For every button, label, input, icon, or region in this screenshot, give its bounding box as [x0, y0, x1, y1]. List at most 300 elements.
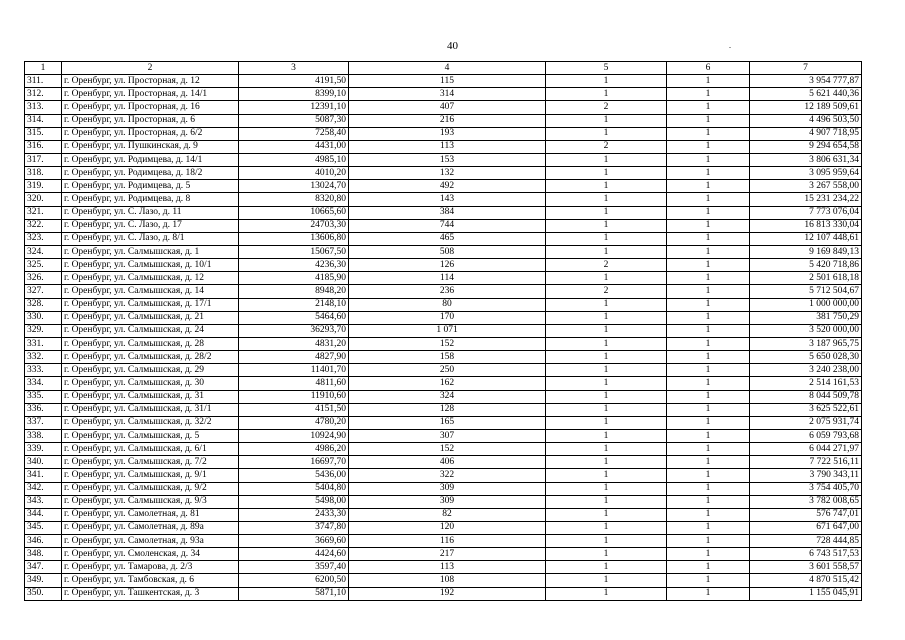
table-row: [25, 206, 862, 219]
col5-cell: 1: [546, 272, 667, 285]
table-row: [25, 561, 862, 574]
col6-cell: 1: [667, 456, 750, 469]
amount-cell: 576 747,01: [750, 508, 862, 521]
area-cell: 7258,40: [239, 127, 349, 140]
area-cell: 4811,60: [239, 377, 349, 390]
residents-cell: 126: [349, 259, 546, 272]
residents-cell: 152: [349, 337, 546, 350]
address-cell: г. Оренбург, ул. Тамарова, д. 2/3: [62, 561, 239, 574]
amount-cell: 728 444,85: [750, 535, 862, 548]
address-cell: г. Оренбург, ул. Просторная, д. 16: [62, 101, 239, 114]
col6-cell: 1: [667, 114, 750, 127]
amount-cell: 7 773 076,04: [750, 206, 862, 219]
area-cell: 5464,60: [239, 311, 349, 324]
col6-cell: 1: [667, 245, 750, 258]
row-number: 335.: [25, 390, 62, 403]
row-number: 319.: [25, 180, 62, 193]
address-cell: г. Оренбург, ул. Салмышская, д. 6/1: [62, 443, 239, 456]
amount-cell: 6 743 517,53: [750, 548, 862, 561]
col5-cell: 1: [546, 456, 667, 469]
row-number: 312.: [25, 88, 62, 101]
residents-cell: 216: [349, 114, 546, 127]
col6-cell: 1: [667, 75, 750, 88]
col6-cell: 1: [667, 469, 750, 482]
row-number: 326.: [25, 272, 62, 285]
amount-cell: 5 650 028,30: [750, 351, 862, 364]
table-row: [25, 337, 862, 350]
header-row: [25, 62, 862, 75]
table-row: [25, 351, 862, 364]
address-cell: г. Оренбург, ул. Родимцева, д. 18/2: [62, 167, 239, 180]
col5-cell: 1: [546, 443, 667, 456]
amount-cell: 16 813 330,04: [750, 219, 862, 232]
col5-cell: 1: [546, 390, 667, 403]
residents-cell: 236: [349, 285, 546, 298]
table-row: [25, 495, 862, 508]
address-cell: г. Оренбург, ул. Салмышская, д. 9/2: [62, 482, 239, 495]
amount-cell: 4 870 515,42: [750, 574, 862, 587]
table-row: [25, 521, 862, 534]
amount-cell: 3 754 405,70: [750, 482, 862, 495]
amount-cell: 5 712 504,67: [750, 285, 862, 298]
address-cell: г. Оренбург, ул. Ташкентская, д. 3: [62, 587, 239, 600]
col5-cell: 1: [546, 127, 667, 140]
area-cell: 11910,60: [239, 390, 349, 403]
col6-cell: 1: [667, 153, 750, 166]
row-number: 316.: [25, 140, 62, 153]
row-number: 349.: [25, 574, 62, 587]
row-number: 327.: [25, 285, 62, 298]
row-number: 339.: [25, 443, 62, 456]
col5-cell: 1: [546, 193, 667, 206]
residents-cell: 384: [349, 206, 546, 219]
area-cell: 13606,80: [239, 232, 349, 245]
col5-cell: 1: [546, 429, 667, 442]
col5-cell: 1: [546, 469, 667, 482]
area-cell: 4831,20: [239, 337, 349, 350]
col6-cell: 1: [667, 101, 750, 114]
col5-cell: 1: [546, 206, 667, 219]
table-row: [25, 364, 862, 377]
row-number: 333.: [25, 364, 62, 377]
col5-cell: 1: [546, 167, 667, 180]
residents-cell: 250: [349, 364, 546, 377]
residents-cell: 314: [349, 88, 546, 101]
area-cell: 6200,50: [239, 574, 349, 587]
residents-cell: 324: [349, 390, 546, 403]
amount-cell: 2 514 161,53: [750, 377, 862, 390]
area-cell: 15067,50: [239, 245, 349, 258]
amount-cell: 3 095 959,64: [750, 167, 862, 180]
table-row: [25, 127, 862, 140]
table-row: [25, 456, 862, 469]
address-cell: г. Оренбург, ул. Салмышская, д. 31/1: [62, 403, 239, 416]
amount-cell: 9 169 849,13: [750, 245, 862, 258]
row-number: 334.: [25, 377, 62, 390]
col6-cell: 1: [667, 443, 750, 456]
row-number: 347.: [25, 561, 62, 574]
corner-mark: .: [729, 41, 731, 50]
address-cell: г. Оренбург, ул. Смоленская, д. 34: [62, 548, 239, 561]
address-cell: г. Оренбург, ул. Родимцева, д. 8: [62, 193, 239, 206]
address-cell: г. Оренбург, ул. С. Лазо, д. 17: [62, 219, 239, 232]
address-cell: г. Оренбург, ул. Салмышская, д. 12: [62, 272, 239, 285]
table-row: [25, 469, 862, 482]
residents-cell: 165: [349, 416, 546, 429]
col5-cell: 1: [546, 311, 667, 324]
col5-cell: 1: [546, 232, 667, 245]
area-cell: 4780,20: [239, 416, 349, 429]
col5-cell: 1: [546, 351, 667, 364]
table-row: [25, 587, 862, 600]
address-cell: г. Оренбург, ул. Просторная, д. 14/1: [62, 88, 239, 101]
col6-cell: 1: [667, 508, 750, 521]
address-cell: г. Оренбург, ул. Самолетная, д. 81: [62, 508, 239, 521]
amount-cell: 12 107 448,61: [750, 232, 862, 245]
amount-cell: 2 501 618,18: [750, 272, 862, 285]
amount-cell: 1 000 000,00: [750, 298, 862, 311]
column-header: 3: [239, 62, 349, 75]
address-cell: г. Оренбург, ул. Салмышская, д. 28/2: [62, 351, 239, 364]
amount-cell: 2 075 931,74: [750, 416, 862, 429]
area-cell: 24703,30: [239, 219, 349, 232]
col5-cell: 1: [546, 153, 667, 166]
row-number: 324.: [25, 245, 62, 258]
area-cell: 4985,10: [239, 153, 349, 166]
row-number: 337.: [25, 416, 62, 429]
area-cell: 8399,10: [239, 88, 349, 101]
amount-cell: 3 782 008,65: [750, 495, 862, 508]
register-table: [24, 61, 862, 601]
residents-cell: 82: [349, 508, 546, 521]
table-row: [25, 140, 862, 153]
area-cell: 5404,80: [239, 482, 349, 495]
area-cell: 4431,00: [239, 140, 349, 153]
col6-cell: 1: [667, 377, 750, 390]
col6-cell: 1: [667, 219, 750, 232]
col5-cell: 1: [546, 587, 667, 600]
area-cell: 4151,50: [239, 403, 349, 416]
col6-cell: 1: [667, 180, 750, 193]
row-number: 320.: [25, 193, 62, 206]
residents-cell: 744: [349, 219, 546, 232]
col6-cell: 1: [667, 337, 750, 350]
row-number: 322.: [25, 219, 62, 232]
amount-cell: 5 621 440,36: [750, 88, 862, 101]
col6-cell: 1: [667, 561, 750, 574]
residents-cell: 152: [349, 443, 546, 456]
col6-cell: 1: [667, 285, 750, 298]
row-number: 346.: [25, 535, 62, 548]
col6-cell: 1: [667, 324, 750, 337]
address-cell: г. Оренбург, ул. Просторная, д. 12: [62, 75, 239, 88]
row-number: 338.: [25, 429, 62, 442]
col5-cell: 2: [546, 101, 667, 114]
col6-cell: 1: [667, 259, 750, 272]
col5-cell: 1: [546, 377, 667, 390]
residents-cell: 115: [349, 75, 546, 88]
amount-cell: 3 267 558,00: [750, 180, 862, 193]
col6-cell: 1: [667, 88, 750, 101]
area-cell: 4010,20: [239, 167, 349, 180]
address-cell: г. Оренбург, ул. Салмышская, д. 31: [62, 390, 239, 403]
table-row: [25, 193, 862, 206]
table-row: [25, 259, 862, 272]
area-cell: 12391,10: [239, 101, 349, 114]
residents-cell: 108: [349, 574, 546, 587]
column-header: 2: [62, 62, 239, 75]
row-number: 331.: [25, 337, 62, 350]
table-row: [25, 153, 862, 166]
table-row: [25, 167, 862, 180]
address-cell: г. Оренбург, ул. Салмышская, д. 10/1: [62, 259, 239, 272]
address-cell: г. Оренбург, ул. Самолетная, д. 89а: [62, 521, 239, 534]
col6-cell: 1: [667, 351, 750, 364]
col6-cell: 1: [667, 429, 750, 442]
row-number: 343.: [25, 495, 62, 508]
table-row: [25, 482, 862, 495]
address-cell: г. Оренбург, ул. Салмышская, д. 5: [62, 429, 239, 442]
residents-cell: 113: [349, 140, 546, 153]
table-row: [25, 574, 862, 587]
col6-cell: 1: [667, 403, 750, 416]
area-cell: 2148,10: [239, 298, 349, 311]
table-row: [25, 403, 862, 416]
area-cell: 11401,70: [239, 364, 349, 377]
amount-cell: 7 722 516,11: [750, 456, 862, 469]
row-number: 345.: [25, 521, 62, 534]
area-cell: 8320,80: [239, 193, 349, 206]
col5-cell: 1: [546, 416, 667, 429]
area-cell: 8948,20: [239, 285, 349, 298]
residents-cell: 128: [349, 403, 546, 416]
area-cell: 10665,60: [239, 206, 349, 219]
area-cell: 36293,70: [239, 324, 349, 337]
row-number: 321.: [25, 206, 62, 219]
row-number: 325.: [25, 259, 62, 272]
residents-cell: 116: [349, 535, 546, 548]
col6-cell: 1: [667, 298, 750, 311]
row-number: 340.: [25, 456, 62, 469]
address-cell: г. Оренбург, ул. Салмышская, д. 14: [62, 285, 239, 298]
col5-cell: 1: [546, 495, 667, 508]
row-number: 329.: [25, 324, 62, 337]
table-row: [25, 245, 862, 258]
residents-cell: 193: [349, 127, 546, 140]
column-header: 1: [25, 62, 62, 75]
area-cell: 5087,30: [239, 114, 349, 127]
table-row: [25, 272, 862, 285]
table-row: [25, 88, 862, 101]
residents-cell: 508: [349, 245, 546, 258]
amount-cell: 3 625 522,61: [750, 403, 862, 416]
col5-cell: 1: [546, 548, 667, 561]
address-cell: г. Оренбург, ул. С. Лазо, д. 11: [62, 206, 239, 219]
table-row: [25, 443, 862, 456]
address-cell: г. Оренбург, ул. Салмышская, д. 28: [62, 337, 239, 350]
row-number: 311.: [25, 75, 62, 88]
col5-cell: 2: [546, 259, 667, 272]
row-number: 344.: [25, 508, 62, 521]
col6-cell: 1: [667, 521, 750, 534]
residents-cell: 406: [349, 456, 546, 469]
row-number: 332.: [25, 351, 62, 364]
residents-cell: 132: [349, 167, 546, 180]
address-cell: г. Оренбург, ул. Салмышская, д. 1: [62, 245, 239, 258]
address-cell: г. Оренбург, ул. С. Лазо, д. 8/1: [62, 232, 239, 245]
column-header: 4: [349, 62, 546, 75]
amount-cell: 671 647,00: [750, 521, 862, 534]
col5-cell: 1: [546, 75, 667, 88]
col5-cell: 1: [546, 574, 667, 587]
table-row: [25, 298, 862, 311]
address-cell: г. Оренбург, ул. Просторная, д. 6: [62, 114, 239, 127]
column-header: 6: [667, 62, 750, 75]
residents-cell: 465: [349, 232, 546, 245]
area-cell: 3747,80: [239, 521, 349, 534]
column-header: 5: [546, 62, 667, 75]
amount-cell: 3 806 631,34: [750, 153, 862, 166]
area-cell: 3669,60: [239, 535, 349, 548]
amount-cell: 12 189 509,61: [750, 101, 862, 114]
col6-cell: 1: [667, 140, 750, 153]
col6-cell: 1: [667, 482, 750, 495]
table-row: [25, 219, 862, 232]
amount-cell: 6 044 271,97: [750, 443, 862, 456]
col5-cell: 1: [546, 219, 667, 232]
table-row: [25, 416, 862, 429]
row-number: 328.: [25, 298, 62, 311]
col5-cell: 1: [546, 521, 667, 534]
col5-cell: 1: [546, 114, 667, 127]
table-row: [25, 390, 862, 403]
area-cell: 5498,00: [239, 495, 349, 508]
col6-cell: 1: [667, 167, 750, 180]
col6-cell: 1: [667, 587, 750, 600]
col6-cell: 1: [667, 272, 750, 285]
table-row: [25, 324, 862, 337]
area-cell: 4191,50: [239, 75, 349, 88]
col5-cell: 2: [546, 140, 667, 153]
area-cell: 4236,30: [239, 259, 349, 272]
residents-cell: 113: [349, 561, 546, 574]
row-number: 348.: [25, 548, 62, 561]
row-number: 342.: [25, 482, 62, 495]
amount-cell: 3 240 238,00: [750, 364, 862, 377]
amount-cell: 3 954 777,87: [750, 75, 862, 88]
row-number: 323.: [25, 232, 62, 245]
address-cell: г. Оренбург, ул. Салмышская, д. 7/2: [62, 456, 239, 469]
residents-cell: 322: [349, 469, 546, 482]
area-cell: 4827,90: [239, 351, 349, 364]
residents-cell: 217: [349, 548, 546, 561]
amount-cell: 3 790 343,11: [750, 469, 862, 482]
col6-cell: 1: [667, 390, 750, 403]
col5-cell: 1: [546, 403, 667, 416]
residents-cell: 492: [349, 180, 546, 193]
table-row: [25, 75, 862, 88]
residents-cell: 192: [349, 587, 546, 600]
row-number: 336.: [25, 403, 62, 416]
column-header: 7: [750, 62, 862, 75]
row-number: 318.: [25, 167, 62, 180]
address-cell: г. Оренбург, ул. Салмышская, д. 32/2: [62, 416, 239, 429]
amount-cell: 5 420 718,86: [750, 259, 862, 272]
area-cell: 16697,70: [239, 456, 349, 469]
amount-cell: 1 155 045,91: [750, 587, 862, 600]
amount-cell: 15 231 234,22: [750, 193, 862, 206]
amount-cell: 3 187 965,75: [750, 337, 862, 350]
table-row: [25, 535, 862, 548]
col5-cell: 1: [546, 324, 667, 337]
col5-cell: 1: [546, 508, 667, 521]
residents-cell: 143: [349, 193, 546, 206]
table-row: [25, 114, 862, 127]
table-row: [25, 285, 862, 298]
col5-cell: 1: [546, 364, 667, 377]
address-cell: г. Оренбург, ул. Салмышская, д. 29: [62, 364, 239, 377]
address-cell: г. Оренбург, ул. Салмышская, д. 21: [62, 311, 239, 324]
row-number: 341.: [25, 469, 62, 482]
area-cell: 5436,00: [239, 469, 349, 482]
address-cell: г. Оренбург, ул. Просторная, д. 6/2: [62, 127, 239, 140]
amount-cell: 381 750,29: [750, 311, 862, 324]
col5-cell: 1: [546, 535, 667, 548]
col5-cell: 1: [546, 561, 667, 574]
col5-cell: 1: [546, 337, 667, 350]
amount-cell: 4 907 718,95: [750, 127, 862, 140]
col5-cell: 1: [546, 245, 667, 258]
area-cell: 4424,60: [239, 548, 349, 561]
residents-cell: 80: [349, 298, 546, 311]
amount-cell: 6 059 793,68: [750, 429, 862, 442]
table-row: [25, 101, 862, 114]
area-cell: 3597,40: [239, 561, 349, 574]
col6-cell: 1: [667, 535, 750, 548]
residents-cell: 170: [349, 311, 546, 324]
amount-cell: 4 496 503,50: [750, 114, 862, 127]
col6-cell: 1: [667, 548, 750, 561]
amount-cell: 8 044 509,78: [750, 390, 862, 403]
residents-cell: 120: [349, 521, 546, 534]
amount-cell: 3 601 558,57: [750, 561, 862, 574]
row-number: 330.: [25, 311, 62, 324]
area-cell: 5871,10: [239, 587, 349, 600]
address-cell: г. Оренбург, ул. Родимцева, д. 5: [62, 180, 239, 193]
col6-cell: 1: [667, 574, 750, 587]
address-cell: г. Оренбург, ул. Родимцева, д. 14/1: [62, 153, 239, 166]
col6-cell: 1: [667, 206, 750, 219]
col6-cell: 1: [667, 364, 750, 377]
address-cell: г. Оренбург, ул. Самолетная, д. 93а: [62, 535, 239, 548]
col6-cell: 1: [667, 193, 750, 206]
amount-cell: 3 520 000,00: [750, 324, 862, 337]
residents-cell: 309: [349, 482, 546, 495]
col6-cell: 1: [667, 416, 750, 429]
amount-cell: 9 294 654,58: [750, 140, 862, 153]
area-cell: 4986,20: [239, 443, 349, 456]
page-number: 40: [447, 40, 458, 52]
col6-cell: 1: [667, 311, 750, 324]
col5-cell: 1: [546, 88, 667, 101]
address-cell: г. Оренбург, ул. Салмышская, д. 24: [62, 324, 239, 337]
residents-cell: 153: [349, 153, 546, 166]
residents-cell: 162: [349, 377, 546, 390]
table-row: [25, 180, 862, 193]
col6-cell: 1: [667, 495, 750, 508]
address-cell: г. Оренбург, ул. Салмышская, д. 9/3: [62, 495, 239, 508]
table-row: [25, 377, 862, 390]
